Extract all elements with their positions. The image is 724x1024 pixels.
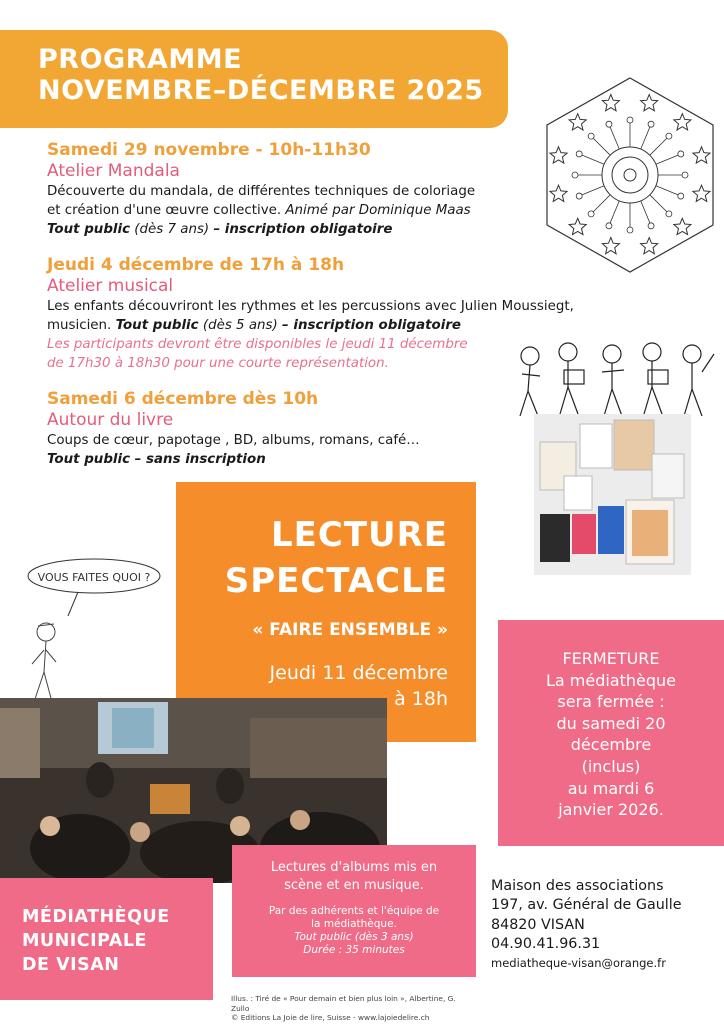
address-line: 84820 VISAN: [491, 916, 585, 933]
closure-line: janvier 2026.: [558, 800, 664, 820]
title-line-2: NOVEMBRE–DÉCEMBRE 2025: [38, 75, 484, 106]
event-age: (dès 7 ans): [134, 222, 210, 237]
library-name-line: DE VISAN: [22, 955, 120, 975]
description-audience: Tout public (dès 3 ans): [294, 931, 414, 943]
event-registration: – inscription obligatoire: [282, 318, 462, 333]
event-note: [47, 335, 517, 373]
lecture-title-line: SPECTACLE: [224, 561, 448, 601]
event-description: [47, 182, 517, 239]
event-name: Atelier Mandala: [47, 161, 180, 181]
closure-notice: [498, 648, 724, 821]
credits-line: Zullo: [231, 1003, 250, 1013]
event-description: [47, 431, 517, 469]
credits-line: Illus. : Tiré de « Pour demain et bien plus loin », Albertine, G.: [231, 994, 456, 1003]
speech-bubble-text: VOUS FAITES QUOI ?: [37, 571, 151, 584]
credits: [231, 994, 461, 1023]
event-audience: Tout public: [47, 222, 131, 237]
description-line: scène et en musique.: [284, 878, 424, 893]
description-main: [232, 859, 476, 895]
library-name-line: MÉDIATHÈQUE: [22, 907, 170, 927]
closure-line: (inclus): [581, 756, 641, 776]
email-address: mediatheque-visan@orange.fr: [491, 956, 666, 971]
library-name: [22, 905, 170, 977]
closure-title: FERMETURE: [562, 649, 660, 668]
library-name-line: MUNICIPALE: [22, 931, 148, 951]
event-text-line: musicien.: [47, 318, 112, 333]
lecture-subtitle: « FAIRE ENSEMBLE »: [252, 620, 448, 640]
lecture-date-line: Jeudi 11 décembre: [269, 662, 448, 684]
closure-line: sera fermée :: [557, 692, 665, 712]
title-line-1: PROGRAMME: [38, 44, 243, 75]
event-audience: Tout public: [115, 318, 199, 333]
closure-line: décembre: [570, 735, 652, 755]
address-block: [491, 877, 682, 973]
event-date: Samedi 6 décembre dès 10h: [47, 389, 319, 409]
closure-line: au mardi 6: [567, 778, 655, 798]
description-details: [232, 905, 476, 957]
event-autour-du-livre: [47, 389, 517, 469]
credits-line: © Editions La Joie de lire, Suisse - www.lajoiedelire.ch: [231, 1013, 430, 1022]
lecture-title-line: LECTURE: [270, 515, 448, 555]
mandala-illustration: [543, 75, 717, 275]
event-animator: Animé par Dominique Maas: [285, 203, 471, 218]
books-photo: [534, 414, 691, 575]
page-title: [38, 44, 484, 106]
event-name: Autour du livre: [47, 410, 174, 430]
event-note-line: Les participants devront être disponibles le jeudi 11 décembre: [47, 337, 468, 352]
event-mandala: [47, 140, 517, 239]
event-date: Samedi 29 novembre - 10h-11h30: [47, 140, 371, 160]
event-date: Jeudi 4 décembre de 17h à 18h: [47, 255, 345, 275]
event-registration: – inscription obligatoire: [213, 222, 393, 237]
closure-line: La médiathèque: [545, 670, 677, 690]
description-duration: Durée : 35 minutes: [303, 944, 405, 956]
children-parade-illustration: [508, 338, 724, 420]
description-line: Lectures d'albums mis en: [270, 860, 438, 875]
event-text-line: Les enfants découvriront les rythmes et les percussions avec Julien Moussiegt,: [47, 299, 574, 314]
phone-number: 04.90.41.96.31: [491, 935, 601, 952]
lecture-spectacle-title: [176, 512, 448, 604]
event-musical: [47, 255, 574, 373]
event-text-line: Découverte du mandala, de différentes techniques de coloriage: [47, 184, 476, 199]
address-line: Maison des associations: [491, 878, 664, 894]
person-illustration: [22, 612, 70, 704]
event-text-line: et création d'une œuvre collective.: [47, 203, 282, 218]
event-info: Tout public – sans inscription: [47, 452, 266, 467]
description-detail-line: la médiathèque.: [311, 918, 397, 930]
event-name: Atelier musical: [47, 276, 174, 296]
address-line: 197, av. Général de Gaulle: [491, 897, 682, 914]
event-description: [47, 297, 574, 335]
description-detail-line: Par des adhérents et l'équipe de: [268, 905, 440, 917]
event-note-line: de 17h30 à 18h30 pour une courte représentation.: [47, 356, 389, 371]
event-text-line: Coups de cœur, papotage , BD, albums, romans, café…: [47, 433, 420, 448]
closure-line: du samedi 20: [556, 713, 666, 733]
event-age: (dès 5 ans): [202, 318, 278, 333]
lecture-date-line: à 18h: [394, 688, 448, 710]
